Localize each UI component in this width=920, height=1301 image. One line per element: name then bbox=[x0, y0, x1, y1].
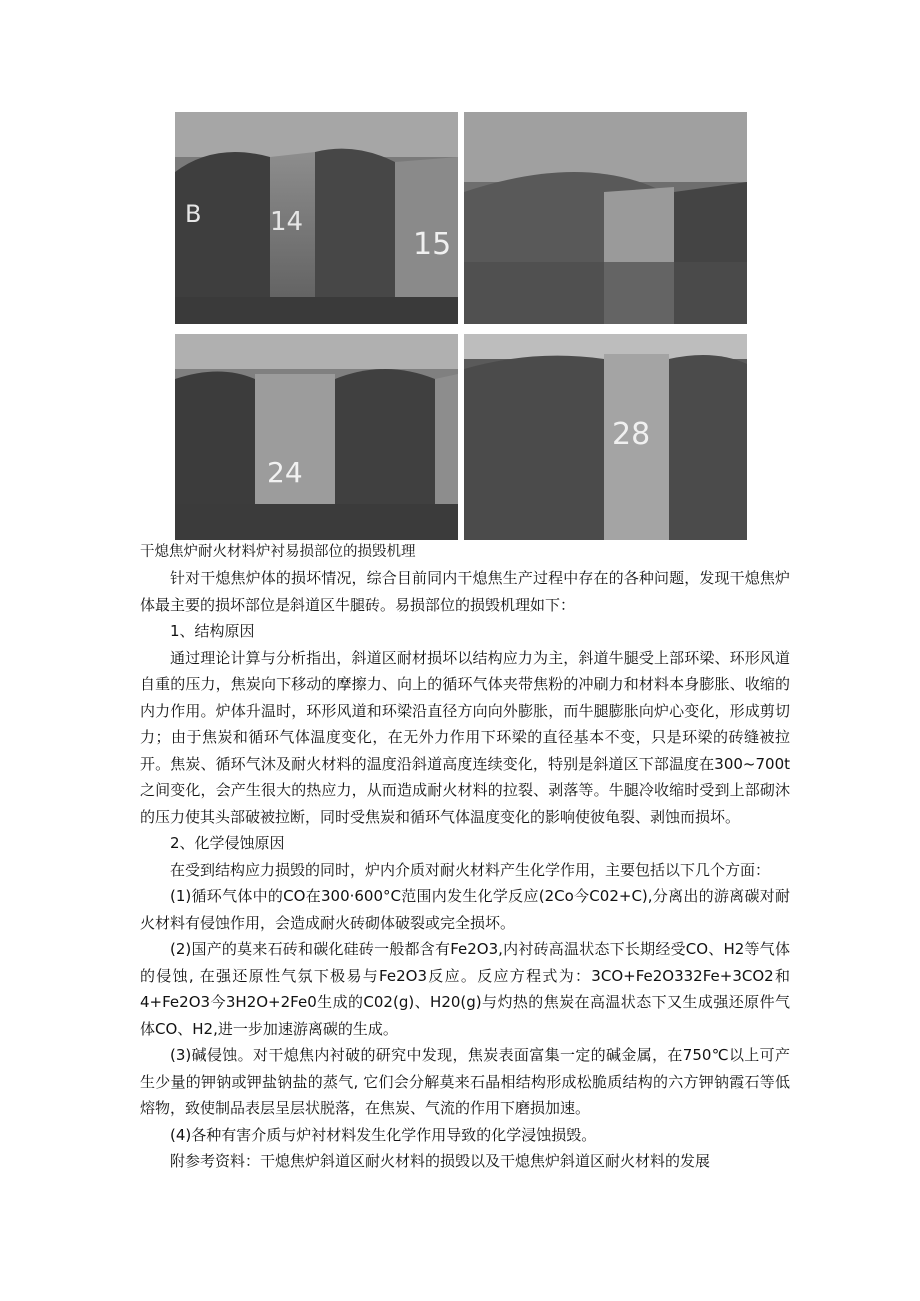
furnace-photo-1 bbox=[175, 112, 458, 324]
intro-paragraph: 针对干熄焦炉体的损坏情况，综合目前同内干熄焦生产过程中存在的各种问题，发现干熄焦炉体最主要的损坏部位是斜道区牛腿砖。易损部位的损毁机理如下： bbox=[140, 569, 790, 614]
section-heading: 1、结构原因 bbox=[170, 622, 255, 640]
furnace-photo-2 bbox=[464, 112, 747, 324]
list-item: (1)循环气体中的CO在300·600°C范围内发生化学反应(2Co今C02+C),分离出的游离碳对耐火材料有侵蚀作用，会造成耐火砖砌体破裂或完全损坏。 bbox=[140, 887, 790, 932]
reference-line: 附参考资料：干熄焦炉斜道区耐火材料的损毁以及干熄焦炉斜道区耐火材料的发展 bbox=[170, 1152, 711, 1170]
list-item: (4)各种有害介质与炉衬材料发生化学作用导致的化学浸蚀损毁。 bbox=[170, 1125, 597, 1144]
section-heading: 2、化学侵蚀原因 bbox=[170, 834, 285, 852]
paragraph: 在受到结构应力损毁的同时，炉内介质对耐火材料产生化学作用，主要包括以下几个方面： bbox=[170, 860, 771, 879]
list-item: (3)碱侵蚀。对干熄焦内衬破的研究中发现，焦炭表面富集一定的碱金属，在750℃以上可产生少量的钾钠或钾盐钠盐的蒸气, 它们会分解莫来石晶相结构形成松脆质结构的六方钾钠霞石等低熔物，致使制品表层呈层状脱落，在焦炭、气流的作用下磨损加速。 bbox=[140, 1046, 790, 1117]
photo-grid bbox=[175, 112, 747, 540]
furnace-photo-4 bbox=[464, 334, 747, 540]
photo-label: 28 bbox=[612, 417, 651, 452]
paragraph: 通过理论计算与分析指出，斜道区耐材损坏以结构应力为主，斜道牛腿受上部环梁、环形风道自重的压力，焦炭向下移动的摩擦力、向上的循环气体夹带焦粉的冲刷力和材料本身膨胀、收缩的内力作用。炉体升温时，环形风道和环梁沿直径方向向外膨胀，而牛腿膨胀向炉心变化，形成剪切力；由于焦炭和循环气体温度变化，在无外力作用下环梁的直径基本不变，只是环梁的砖缝被拉开。焦炭、循环气沐及耐火材料的温度沿斜道高度连续变化，特别是斜道区下部温度在300~700t之间变化，会产生很大的热应力，从而造成耐火材料的拉裂、剥落等。牛腿冷收缩时受到上部砌沐的压力使其头部破被拉断，同时受焦炭和循环气体温度变化的影响使彼龟裂、剥蚀而损坏。 bbox=[140, 648, 790, 826]
list-item: (2)国产的莫来石砖和碳化硅砖一般都含有Fe2O3,内衬砖高温状态下长期经受CO、H2等气体的侵蚀, 在强还原性气氛下极易与Fe2O3反应。反应方程式为：3CO+Fe2O332Fe+3CO2和4+Fe2O3今3H2O+2Fe0生成的C02(g)、H20(g)与灼热的焦炭在高温状态下又生成强还原件气体CO、H2,进一步加速游离碳的生成。 bbox=[140, 940, 790, 1038]
photo-label: 14 bbox=[270, 207, 304, 237]
furnace-photo-3 bbox=[175, 334, 458, 540]
photo-label: 15 bbox=[413, 227, 452, 262]
photo-label: B bbox=[185, 200, 202, 228]
figure-caption: 干熄焦炉耐火材料炉衬易损部位的损毁机理 bbox=[140, 544, 416, 560]
body-text bbox=[140, 565, 790, 1175]
photo-label: 24 bbox=[267, 456, 303, 489]
